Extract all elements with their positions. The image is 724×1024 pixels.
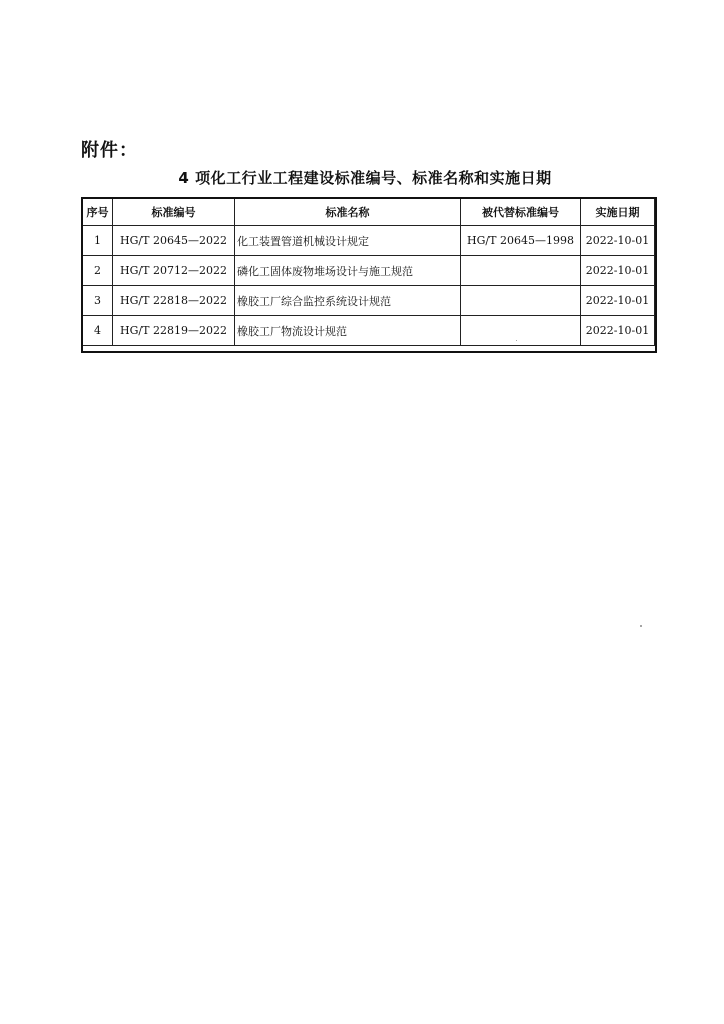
- header-name: 标准名称: [235, 199, 461, 226]
- row-name: 橡胶工厂物流设计规范: [235, 316, 461, 346]
- table-row: [83, 286, 655, 316]
- table-header-row: [83, 199, 655, 226]
- header-replaced: 被代替标准编号: [461, 199, 581, 226]
- attachment-label: 附件：: [81, 140, 138, 161]
- row-date: 2022-10-01: [581, 286, 655, 316]
- row-name: 橡胶工厂综合监控系统设计规范: [235, 286, 461, 316]
- row-code: HG/T 20645—2022: [113, 226, 235, 256]
- header-date: 实施日期: [581, 199, 655, 226]
- row-name: 化工装置管道机械设计规定: [235, 226, 461, 256]
- row-name: 磷化工固体废物堆场设计与施工规范: [235, 256, 461, 286]
- scan-speck: [516, 340, 517, 341]
- standards-table: [82, 198, 655, 346]
- row-index: 2: [83, 256, 113, 286]
- table-row: [83, 226, 655, 256]
- header-index: 序号: [83, 199, 113, 226]
- row-code: HG/T 20712—2022: [113, 256, 235, 286]
- row-code: HG/T 22818—2022: [113, 286, 235, 316]
- row-date: 2022-10-01: [581, 316, 655, 346]
- scan-speck: [640, 625, 642, 627]
- document-title: 4 项化工行业工程建设标准编号、标准名称和实施日期: [178, 169, 552, 187]
- row-index: 3: [83, 286, 113, 316]
- table-row: [83, 316, 655, 346]
- row-replaced: [461, 256, 581, 286]
- header-code: 标准编号: [113, 199, 235, 226]
- row-code: HG/T 22819—2022: [113, 316, 235, 346]
- row-date: 2022-10-01: [581, 226, 655, 256]
- row-replaced: [461, 316, 581, 346]
- row-index: 4: [83, 316, 113, 346]
- row-index: 1: [83, 226, 113, 256]
- row-date: 2022-10-01: [581, 256, 655, 286]
- row-replaced: [461, 286, 581, 316]
- table-row: [83, 256, 655, 286]
- row-replaced: HG/T 20645—1998: [461, 226, 581, 256]
